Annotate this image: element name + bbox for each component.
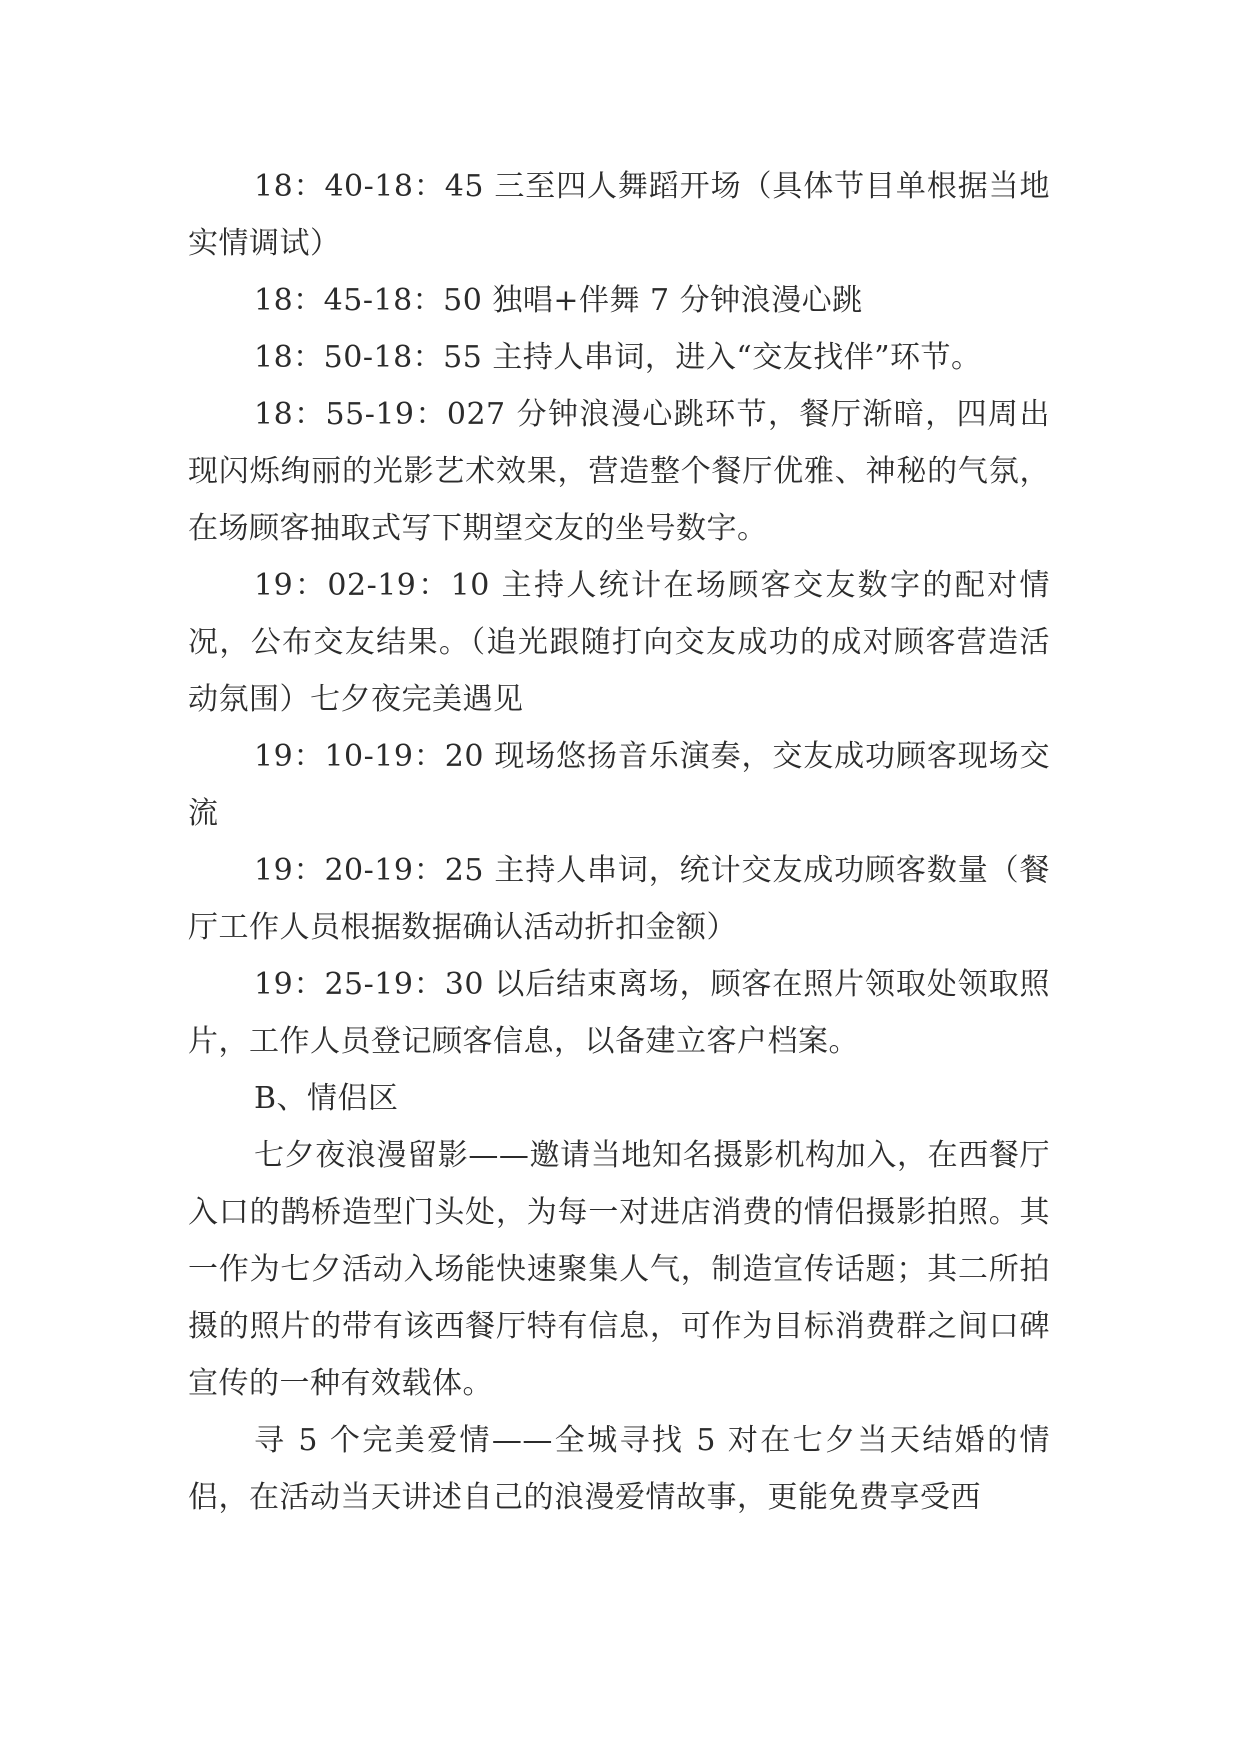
schedule-item-match-results: 19：02-19：10 主持人统计在场顾客交友数字的配对情况，公布交友结果。（追光跟随打向交友成功的成对顾客营造活动氛围）七夕夜完美遇见	[188, 568, 1050, 717]
schedule-item-opening-dance: 18：40-18：45 三至四人舞蹈开场（具体节目单根据当地实情调试）	[188, 169, 1050, 261]
schedule-item-romantic-heartbeat: 18：55-19：027 分钟浪漫心跳环节，餐厅渐暗，四周出现闪烁绚丽的光影艺术效果，营造整个餐厅优雅、神秘的气氛，在场顾客抽取式写下期望交友的坐号数字。	[188, 397, 1050, 546]
section-heading-couples-area: B、情侣区	[254, 1081, 399, 1116]
document-body	[188, 158, 1050, 1526]
schedule-item-music-performance: 19：10-19：20 现场悠扬音乐演奏，交友成功顾客现场交流	[188, 739, 1050, 831]
paragraph-perfect-love: 寻 5 个完美爱情——全城寻找 5 对在七夕当天结婚的情侣，在活动当天讲述自己的浪漫爱情故事，更能免费享受西	[188, 1423, 1050, 1515]
paragraph-romantic-photo: 七夕夜浪漫留影——邀请当地知名摄影机构加入，在西餐厅入口的鹊桥造型门头处，为每一对进店消费的情侣摄影拍照。其一作为七夕活动入场能快速聚集人气，制造宣传话题；其二所拍摄的照片的带有该西餐厅特有信息，可作为目标消费群之间口碑宣传的一种有效载体。	[188, 1138, 1050, 1401]
schedule-item-solo-singing: 18：45-18：50 独唱+伴舞 7 分钟浪漫心跳	[254, 283, 863, 318]
schedule-item-count-success: 19：20-19：25 主持人串词，统计交友成功顾客数量（餐厅工作人员根据数据确认活动折扣金额）	[188, 853, 1050, 945]
schedule-item-closing: 19：25-19：30 以后结束离场，顾客在照片领取处领取照片，工作人员登记顾客信息，以备建立客户档案。	[188, 967, 1050, 1059]
schedule-item-host-intro: 18：50-18：55 主持人串词，进入“交友找伴”环节。	[254, 340, 982, 375]
